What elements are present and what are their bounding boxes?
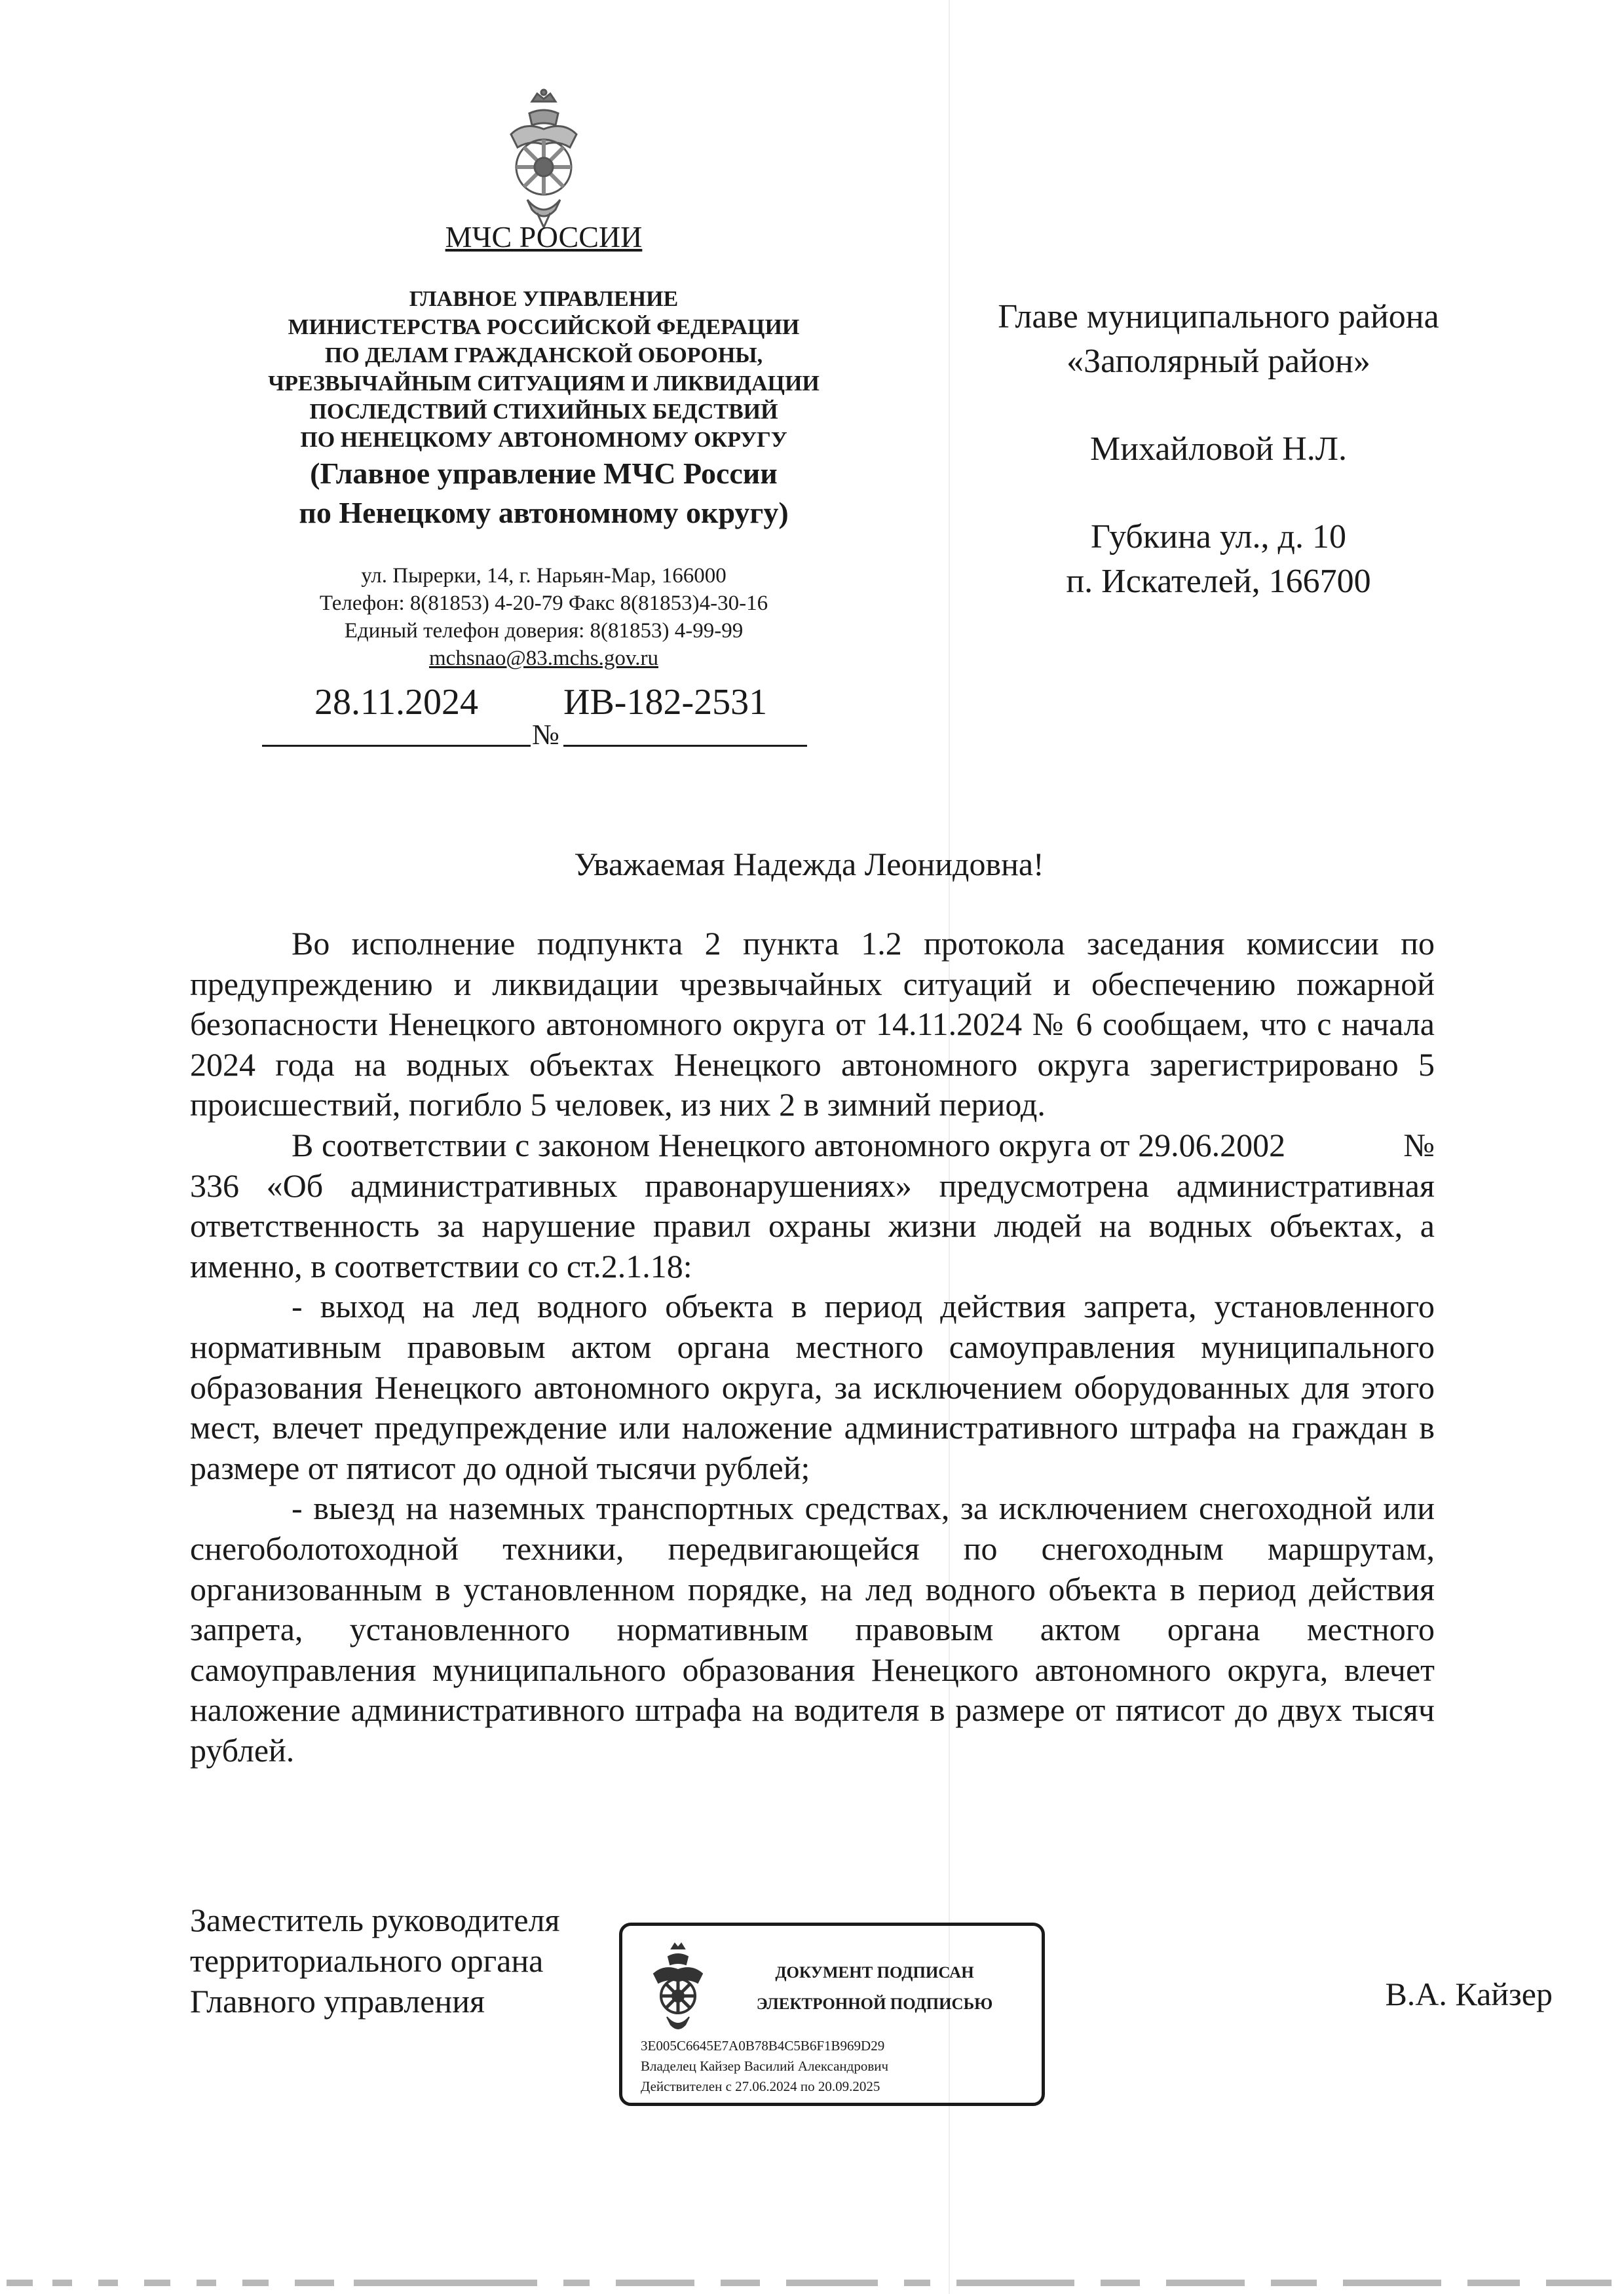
org-contacts: [223, 562, 865, 672]
body-paragraph: - выезд на наземных транспортных средствах, за исключением снегоходной или снегоболотоходной техники, передвигающейся по снегоходным маршрутам, организованным в установленном порядке, на лед водного объекта в период действия запрета, установленного нормативным правовым актом органа местного самоуправления муниципального образования Ненецкого автономного округа, влечет наложение административного штрафа на водителя в размере от пятисот до двух тысяч рублей.: [190, 1490, 1435, 1769]
org-line: ПОСЛЕДСТВИЙ СТИХИЙНЫХ БЕДСТВИЙ: [309, 400, 778, 424]
org-abbrev-line: по Ненецкому автономному округу): [299, 496, 789, 529]
recipient-name: Михайловой Н.Л.: [1089, 430, 1348, 468]
org-short-name: МЧС РОССИИ: [445, 220, 643, 254]
org-line: ГЛАВНОЕ УПРАВЛЕНИЕ: [409, 287, 679, 311]
signer-title-line: Главного управления: [190, 1983, 485, 2020]
stamp-certificate: [641, 2036, 1034, 2097]
body-paragraph-part: В соответствии с законом Ненецкого автономного округа от 29.06.2002: [292, 1126, 1286, 1163]
org-line: ЧРЕЗВЫЧАЙНЫМ СИТУАЦИЯМ И ЛИКВИДАЦИИ: [268, 371, 820, 396]
org-abbrev-line: (Главное управление МЧС России: [310, 457, 778, 490]
org-address: ул. Пырерки, 14, г. Нарьян-Мар, 166000: [361, 564, 727, 588]
org-email-link[interactable]: mchsnao@83.mchs.gov.ru: [429, 647, 658, 670]
stamp-cert-owner: Владелец Кайзер Василий Александрович: [641, 2058, 889, 2074]
recipient-city: п. Искателей, 166700: [1066, 563, 1371, 600]
body-paragraph: Во исполнение подпункта 2 пункта 1.2 протокола заседания комиссии по предупреждению и ликвидации чрезвычайных ситуаций и обеспечению пожарной безопасности Ненецкого автономного округа от 14.11.2024 № 6 сообщаем, что с начала 2024 года на водных объектах Ненецкого автономного округа зарегистрировано 5 происшествий, погибло 5 человек, из них 2 в зимний период.: [190, 925, 1435, 1123]
stamp-title: [721, 1957, 1029, 2020]
org-line: ПО НЕНЕЦКОМУ АВТОНОМНОМУ ОКРУГУ: [300, 428, 787, 452]
emchs-emblem-icon: [491, 88, 596, 229]
signer-name: В.А. Кайзер: [1385, 1976, 1553, 2012]
stamp-title-line: ЭЛЕКТРОННОЙ ПОДПИСЬЮ: [756, 1995, 993, 2013]
registration-date: 28.11.2024: [314, 682, 478, 723]
number-sign: №: [532, 719, 559, 751]
e-signature-stamp: [619, 1923, 1045, 2106]
body-paragraph-part: № 336 «Об административных правонарушениях» предусмотрена административная ответственность за нарушение правил охраны жизни людей на водных объектах, а именно, в соответствии со ст.2.1.18:: [190, 1126, 1435, 1285]
registration-date-underline: [262, 745, 531, 747]
signer-title-line: Заместитель руководителя: [190, 1902, 560, 1938]
registration-number: ИВ-182-2531: [563, 682, 768, 723]
org-line: МИНИСТЕРСТВА РОССИЙСКОЙ ФЕДЕРАЦИИ: [288, 315, 800, 339]
recipient-district: «Заполярный район»: [1067, 343, 1370, 380]
recipient-block: [943, 295, 1494, 604]
emchs-stamp-emblem-icon: [642, 1942, 714, 2034]
letter-body: [190, 924, 1435, 1771]
body-paragraph: - выход на лед водного объекта в период действия запрета, установленного нормативным правовым актом органа местного самоуправления муниципального образования Ненецкого автономного округа, за исключением оборудованных для этого мест, влечет предупреждение или наложение административного штрафа на граждан в размере от пятисот до одной тысячи рублей;: [190, 1288, 1435, 1486]
stamp-title-line: ДОКУМЕНТ ПОДПИСАН: [775, 1964, 974, 1982]
recipient-street: Губкина ул., д. 10: [1091, 518, 1346, 555]
registration-number-underline: [563, 745, 807, 747]
signer-title: [190, 1900, 649, 2021]
org-trust-phone: Единый телефон доверия: 8(81853) 4-99-99: [344, 619, 744, 643]
scan-edge-noise: [0, 2272, 1624, 2294]
stamp-cert-serial: 3E005C6645E7A0B78B4C5B6F1B969D29: [641, 2038, 885, 2054]
salutation: Уважаемая Надежда Леонидовна!: [574, 846, 1044, 882]
org-full-name: [223, 285, 865, 533]
org-phone: Телефон: 8(81853) 4-20-79 Факс 8(81853)4-30-16: [319, 592, 768, 615]
recipient-position: Главе муниципального района: [998, 298, 1439, 335]
org-line: ПО ДЕЛАМ ГРАЖДАНСКОЙ ОБОРОНЫ,: [324, 343, 763, 367]
stamp-cert-validity: Действителен с 27.06.2024 по 20.09.2025: [641, 2078, 880, 2094]
body-paragraph: [190, 1125, 1435, 1287]
signer-title-line: территориального органа: [190, 1942, 544, 1979]
